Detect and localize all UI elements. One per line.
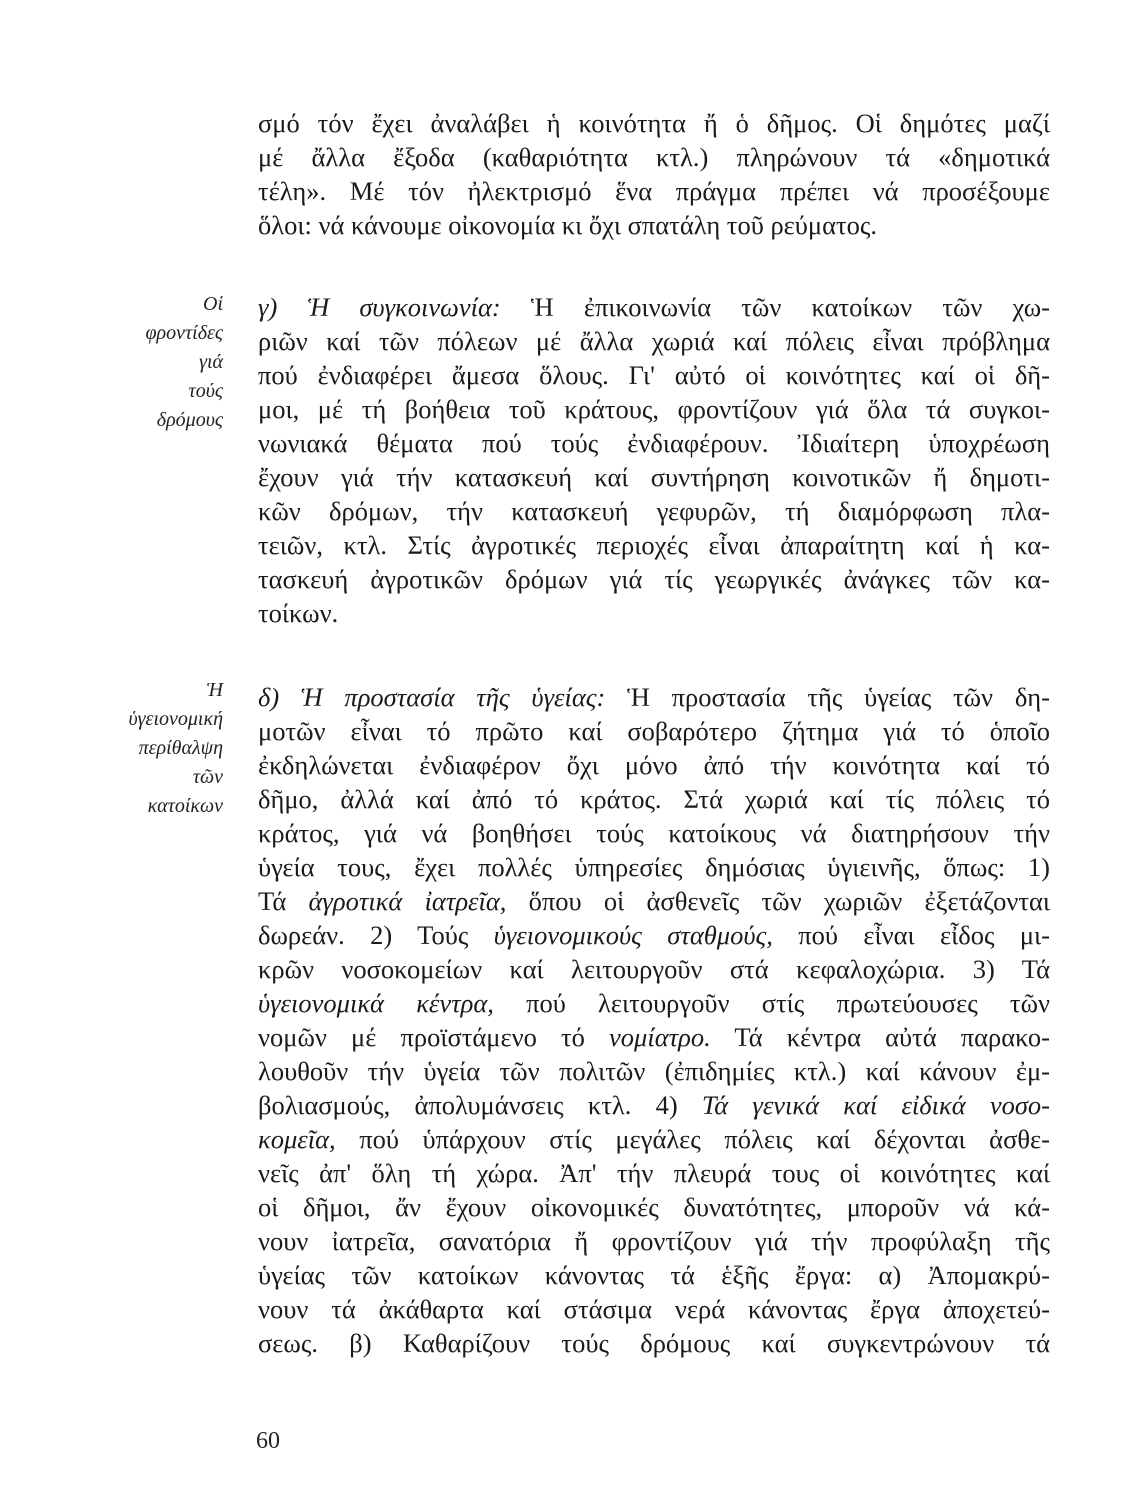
text-line: πού ἐνδιαφέρει ἄμεσα ὅλους. Γι' αὐτό οἱ κοινότητες καί οἱ δῆ- xyxy=(258,360,1050,390)
text-line: μοτῶν εἶναι τό πρῶτο καί σοβαρότερο ζήτημα γιά τό ὁποῖο xyxy=(258,716,1050,746)
marginal-word: τῶν xyxy=(192,766,223,788)
text-segment: νομῶν μέ προϊστάμενο τό xyxy=(258,1022,610,1052)
text-line: τασκευή ἀγροτικῶν δρόμων γιά τίς γεωργικές ἀνάγκες τῶν κα- xyxy=(258,564,1050,594)
marginal-word: Οἱ xyxy=(203,293,223,315)
text-line: τέλη». Μέ τόν ἠλεκτρισμό ἕνα πράγμα πρέπει νά προσέξουμε xyxy=(258,176,1050,206)
text-segment: Τά κέντρα αὐτά παρακο- xyxy=(710,1022,1051,1052)
term-health-centers: ὑγειονομικά κέντρα, xyxy=(258,988,494,1018)
text-line: οἱ δῆμοι, ἄν ἔχουν οἰκονομικές δυνατότητες, μποροῦν νά κά- xyxy=(258,1192,1050,1222)
marginal-note-roads xyxy=(23,290,223,435)
text-line: νωνιακά θέματα πού τούς ἐνδιαφέρουν. Ἰδιαίτερη ὑποχρέωση xyxy=(258,428,1050,458)
text-line: τειῶν, κτλ. Στίς ἀγροτικές περιοχές εἶναι ἀπαραίτητη καί ἡ κα- xyxy=(258,530,1050,560)
text-segment: πού λειτουργοῦν στίς πρωτεύουσες τῶν xyxy=(493,988,1050,1018)
text-line: κράτος, γιά νά βοηθήσει τούς κατοίκους νά διατηρήσουν τήν xyxy=(258,818,1050,848)
text-line: μοι, μέ τή βοήθεια τοῦ κράτους, φροντίζουν γιά ὅλα τά συγκοι- xyxy=(258,394,1050,424)
text-line: ὑγείας τῶν κατοίκων κάνοντας τά ἑξῆς ἔργα: α) Ἀπομακρύ- xyxy=(258,1260,1050,1290)
marginal-word: ὑγειονομική xyxy=(128,708,223,730)
marginal-word: γιά xyxy=(199,351,223,373)
text-line xyxy=(258,884,1050,918)
paragraph-health xyxy=(258,680,1050,1360)
text-segment: Ἡ προστασία τῆς ὑγείας τῶν δη- xyxy=(605,682,1050,712)
paragraph-electricity xyxy=(258,106,1050,242)
text-line xyxy=(258,1122,1050,1156)
marginal-word: κατοίκων xyxy=(147,795,223,817)
text-line: νουν ἰατρεῖα, σανατόρια ἤ φροντίζουν γιά τήν προφύλαξη τῆς xyxy=(258,1226,1050,1256)
paragraph-transportation xyxy=(258,290,1050,630)
text-line xyxy=(258,918,1050,952)
text-line: ὑγεία τους, ἔχει πολλές ὑπηρεσίες δημόσιας ὑγιεινῆς, ὅπως: 1) xyxy=(258,852,1050,882)
text-segment: Ἡ ἐπικοινωνία τῶν κατοίκων τῶν χω- xyxy=(500,292,1050,322)
term-hospitals-cont: κομεῖα, xyxy=(258,1124,336,1154)
term-health-stations: ὑγειονομικούς σταθμούς, xyxy=(493,920,773,950)
text-line: ριῶν καί τῶν πόλεων μέ ἄλλα χωριά καί πόλεις εἶναι πρόβλημα xyxy=(258,326,1050,356)
text-segment: βολιασμούς, ἀπολυμάνσεις κτλ. 4) xyxy=(258,1090,702,1120)
text-line xyxy=(258,680,1050,714)
text-line: νεῖς ἀπ' ὅλη τή χώρα. Ἀπ' τήν πλευρά τους οἱ κοινότητες καί xyxy=(258,1158,1050,1188)
text-line: σμό τόν ἔχει ἀναλάβει ἡ κοινότητα ἤ ὁ δῆμος. Οἱ δημότες μαζί xyxy=(258,108,1050,138)
text-line: ὅλοι: νά κάνουμε οἰκονομία κι ὄχι σπατάλη τοῦ ρεύματος. xyxy=(258,210,878,240)
section-heading-health: δ) Ἡ προστασία τῆς ὑγείας: xyxy=(258,682,606,712)
text-line: δῆμο, ἀλλά καί ἀπό τό κράτος. Στά χωριά καί τίς πόλεις τό xyxy=(258,784,1050,814)
text-line: νουν τά ἀκάθαρτα καί στάσιμα νερά κάνοντας ἔργα ἀποχετεύ- xyxy=(258,1294,1050,1324)
text-line xyxy=(258,1020,1050,1054)
text-line xyxy=(258,1088,1050,1122)
text-line: κῶν δρόμων, τήν κατασκευή γεφυρῶν, τή διαμόρφωση πλα- xyxy=(258,496,1050,526)
text-line: λουθοῦν τήν ὑγεία τῶν πολιτῶν (ἐπιδημίες κτλ.) καί κάνουν ἐμ- xyxy=(258,1056,1050,1086)
text-line: ἐκδηλώνεται ἐνδιαφέρον ὄχι μόνο ἀπό τήν κοινότητα καί τό xyxy=(258,750,1050,780)
text-segment: πού ὑπάρχουν στίς μεγάλες πόλεις καί δέχονται ἀσθε- xyxy=(335,1124,1050,1154)
text-line: σεως. β) Καθαρίζουν τούς δρόμους καί συγκεντρώνουν τά xyxy=(258,1328,1050,1358)
section-heading-transportation: γ) Ἡ συγκοινωνία: xyxy=(258,292,501,322)
text-line xyxy=(258,290,1050,324)
term-hospitals: Τά γενικά καί εἰδικά νοσο- xyxy=(701,1090,1050,1120)
text-line xyxy=(258,986,1050,1020)
marginal-word: φροντίδες xyxy=(145,322,223,344)
marginal-note-health xyxy=(23,676,223,821)
marginal-word: περίθαλψη xyxy=(138,737,223,759)
text-segment: δωρεάν. 2) Τούς xyxy=(258,920,494,950)
marginal-word: τούς xyxy=(188,380,223,402)
text-line: κρῶν νοσοκομείων καί λειτουργοῦν στά κεφαλοχώρια. 3) Τά xyxy=(258,954,1050,984)
marginal-word: Ἡ xyxy=(206,679,223,701)
text-line: τοίκων. xyxy=(258,598,339,628)
marginal-word: δρόμους xyxy=(156,409,223,431)
text-line: ἔχουν γιά τήν κατασκευή καί συντήρηση κοινοτικῶν ἤ δημοτι- xyxy=(258,462,1050,492)
term-rural-clinics: ἀγροτικά ἰατρεῖα, xyxy=(308,886,507,916)
term-prefecture-doctor: νομίατρο. xyxy=(609,1022,711,1052)
text-segment: Τά xyxy=(258,886,309,916)
text-line: μέ ἄλλα ἔξοδα (καθαριότητα κτλ.) πληρώνουν τά «δημοτικά xyxy=(258,142,1050,172)
text-segment: ὅπου οἱ ἀσθενεῖς τῶν χωριῶν ἐξετάζονται xyxy=(506,886,1050,916)
page-number: 60 xyxy=(256,1428,280,1454)
text-segment: πού εἶναι εἶδος μι- xyxy=(772,920,1050,950)
